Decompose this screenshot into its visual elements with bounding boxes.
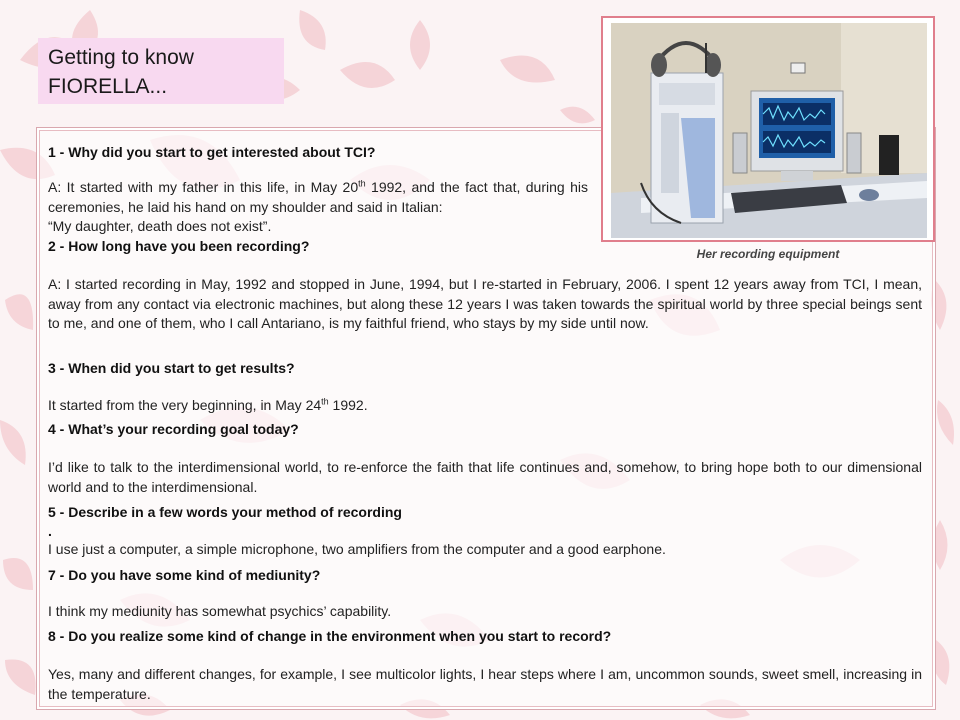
- answer-1-text-a: A: It started with my father in this life, in May 20: [48, 179, 359, 195]
- answer-5: I use just a computer, a simple microphone, two amplifiers from the computer and a good earphone.: [48, 541, 666, 557]
- answer-8: Yes, many and different changes, for example, I see multicolor lights, I hear steps where I am, uncommon sounds, sweet smell, increasing in the temperature.: [48, 666, 922, 702]
- question-3: 3 - When did you start to get results?: [48, 360, 295, 376]
- answer-3-superscript: th: [321, 396, 329, 407]
- answer-3: [48, 396, 922, 416]
- answer-4: I’d like to talk to the interdimensional world, to re-enforce the faith that life continues and, somehow, to bring hope both to our dimensional world and to the interdimensional.: [48, 459, 922, 495]
- answer-1-text-b: 1992, and the fact that, during his ceremonies, he laid his hand on my shoulder and said in Italian:: [48, 179, 588, 215]
- page-title: [38, 38, 284, 104]
- question-7: 7 - Do you have some kind of mediunity?: [48, 567, 321, 583]
- answer-3-text-b: 1992.: [328, 397, 368, 413]
- question-5-dot: .: [48, 523, 52, 539]
- answer-1-quote: “My daughter, death does not exist”.: [48, 218, 272, 234]
- question-8: 8 - Do you realize some kind of change in the environment when you start to record?: [48, 628, 612, 644]
- photo-caption: Her recording equipment: [696, 247, 840, 261]
- page-title-line1: Getting to know: [48, 46, 194, 69]
- recording-equipment-photo: [611, 23, 927, 238]
- photo-frame: [601, 16, 935, 261]
- answer-3-text-a: It started from the very beginning, in May 24: [48, 397, 322, 413]
- answer-2: A: I started recording in May, 1992 and stopped in June, 1994, but I re-started in February, 2006. I spent 12 years away from TCI, I mean, away from any contact via electronic machines, but along these 12 years I was taken towards the spiritual world by three special beings sent to me, and one of them, who I call Antariano, is my faithful friend, who stays by my side until now.: [48, 276, 922, 331]
- answer-1-superscript: th: [358, 178, 366, 189]
- page-title-line2: FIORELLA...: [48, 75, 168, 98]
- answer-7: I think my mediunity has somewhat psychics’ capability.: [48, 603, 392, 619]
- question-2: 2 - How long have you been recording?: [48, 238, 310, 254]
- recording-equipment-illustration: [611, 23, 927, 238]
- question-4: 4 - What’s your recording goal today?: [48, 421, 299, 437]
- question-5: 5 - Describe in a few words your method of recording: [48, 504, 402, 520]
- question-1: 1 - Why did you start to get interested about TCI?: [48, 144, 376, 160]
- answer-1: [48, 178, 588, 237]
